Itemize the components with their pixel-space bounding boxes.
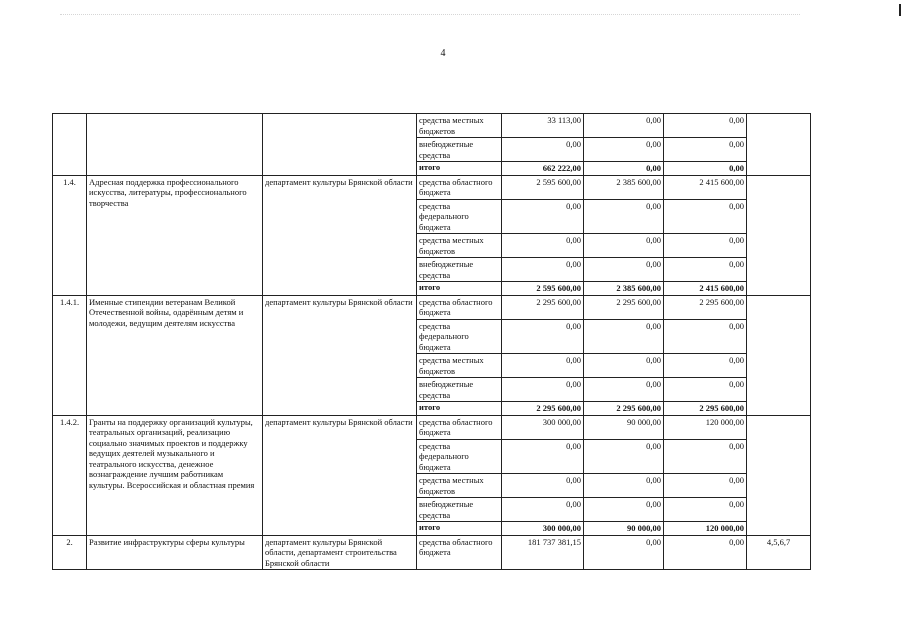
funding-source-cell: итого [417,402,502,416]
value-year-3-cell: 120 000,00 [664,522,747,536]
funding-source-cell: средства местных бюджетов [417,354,502,378]
value-year-2-cell: 0,00 [584,439,664,474]
funding-source-cell: средства местных бюджетов [417,114,502,138]
value-year-2-cell: 90 000,00 [584,522,664,536]
value-year-3-cell: 2 295 600,00 [664,295,747,319]
funding-source-cell: средства местных бюджетов [417,474,502,498]
value-year-3-cell: 0,00 [664,535,747,570]
value-year-3-cell: 0,00 [664,234,747,258]
value-year-1-cell: 0,00 [502,138,584,162]
executor-cell: департамент культуры Брянской области [263,295,417,415]
executor-cell: департамент культуры Брянской области [263,175,417,295]
funding-source-cell: средства федерального бюджета [417,439,502,474]
value-year-2-cell: 0,00 [584,258,664,282]
funding-source-cell: итого [417,522,502,536]
value-year-3-cell: 0,00 [664,258,747,282]
scan-mark [899,4,901,16]
scan-artifact [60,14,800,17]
value-year-2-cell: 0,00 [584,498,664,522]
value-year-1-cell: 0,00 [502,199,584,234]
funding-source-cell: средства федерального бюджета [417,199,502,234]
value-year-2-cell: 0,00 [584,354,664,378]
objective-links-cell [747,415,811,535]
value-year-2-cell: 0,00 [584,378,664,402]
value-year-1-cell: 0,00 [502,439,584,474]
value-year-3-cell: 0,00 [664,138,747,162]
value-year-2-cell: 0,00 [584,114,664,138]
value-year-3-cell: 2 415 600,00 [664,175,747,199]
value-year-3-cell: 0,00 [664,319,747,354]
funding-source-cell: итого [417,282,502,296]
item-name-cell [87,114,263,176]
item-name-cell: Адресная поддержка профессионального искусства, литературы, профессионального творчества [87,175,263,295]
value-year-1-cell: 2 595 600,00 [502,175,584,199]
value-year-1-cell: 0,00 [502,258,584,282]
funding-source-cell: средства местных бюджетов [417,234,502,258]
funding-source-cell: средства областного бюджета [417,415,502,439]
page-number: 4 [440,48,446,59]
value-year-1-cell: 0,00 [502,234,584,258]
executor-cell: департамент культуры Брянской области, департамент строительства Брянской области [263,535,417,570]
value-year-2-cell: 2 295 600,00 [584,402,664,416]
item-number-cell: 2. [53,535,87,570]
value-year-3-cell: 0,00 [664,354,747,378]
executor-cell [263,114,417,176]
item-number-cell [53,114,87,176]
value-year-1-cell: 300 000,00 [502,522,584,536]
value-year-1-cell: 0,00 [502,354,584,378]
value-year-3-cell: 0,00 [664,199,747,234]
table-row [53,114,811,138]
value-year-1-cell: 0,00 [502,378,584,402]
funding-source-cell: средства областного бюджета [417,295,502,319]
value-year-3-cell: 0,00 [664,114,747,138]
value-year-2-cell: 0,00 [584,234,664,258]
value-year-1-cell: 181 737 381,15 [502,535,584,570]
value-year-1-cell: 300 000,00 [502,415,584,439]
value-year-3-cell: 2 295 600,00 [664,402,747,416]
item-number-cell: 1.4.1. [53,295,87,415]
table-row [53,175,811,199]
funding-source-cell: внебюджетные средства [417,138,502,162]
value-year-3-cell: 0,00 [664,498,747,522]
objective-links-cell [747,114,811,176]
item-name-cell: Именные стипендии ветеранам Великой Отечественной войны, одарённым детям и молодежи, ведущим деятелям искусства [87,295,263,415]
value-year-2-cell: 0,00 [584,162,664,176]
value-year-3-cell: 0,00 [664,439,747,474]
executor-cell: департамент культуры Брянской области [263,415,417,535]
value-year-2-cell: 90 000,00 [584,415,664,439]
value-year-2-cell: 0,00 [584,199,664,234]
program-table [52,113,811,570]
value-year-2-cell: 0,00 [584,319,664,354]
value-year-1-cell: 2 295 600,00 [502,402,584,416]
funding-source-cell: итого [417,162,502,176]
value-year-2-cell: 0,00 [584,535,664,570]
table-row [53,415,811,439]
value-year-1-cell: 0,00 [502,319,584,354]
value-year-1-cell: 0,00 [502,498,584,522]
objective-links-cell [747,175,811,295]
item-name-cell: Гранты на поддержку организаций культуры, театральных организаций, реализацию социально значимых проектов и поддержку ведущих деятелей музыкального и театрального искусства, денежное вознаграждение лучшим работникам культуры. Всероссийская и областная премия [87,415,263,535]
funding-source-cell: внебюджетные средства [417,378,502,402]
value-year-2-cell: 0,00 [584,138,664,162]
value-year-2-cell: 2 385 600,00 [584,175,664,199]
objective-links-cell [747,295,811,415]
value-year-2-cell: 0,00 [584,474,664,498]
table-row [53,535,811,570]
value-year-1-cell: 33 113,00 [502,114,584,138]
value-year-2-cell: 2 295 600,00 [584,295,664,319]
value-year-3-cell: 0,00 [664,474,747,498]
funding-source-cell: внебюджетные средства [417,258,502,282]
funding-source-cell: средства областного бюджета [417,535,502,570]
value-year-3-cell: 120 000,00 [664,415,747,439]
item-number-cell: 1.4. [53,175,87,295]
item-name-cell: Развитие инфраструктуры сферы культуры [87,535,263,570]
value-year-1-cell: 662 222,00 [502,162,584,176]
value-year-1-cell: 2 295 600,00 [502,295,584,319]
value-year-3-cell: 0,00 [664,378,747,402]
value-year-3-cell: 0,00 [664,162,747,176]
value-year-1-cell: 2 595 600,00 [502,282,584,296]
funding-source-cell: внебюджетные средства [417,498,502,522]
table-row [53,295,811,319]
value-year-3-cell: 2 415 600,00 [664,282,747,296]
objective-links-cell: 4,5,6,7 [747,535,811,570]
value-year-2-cell: 2 385 600,00 [584,282,664,296]
funding-source-cell: средства областного бюджета [417,175,502,199]
funding-source-cell: средства федерального бюджета [417,319,502,354]
value-year-1-cell: 0,00 [502,474,584,498]
item-number-cell: 1.4.2. [53,415,87,535]
